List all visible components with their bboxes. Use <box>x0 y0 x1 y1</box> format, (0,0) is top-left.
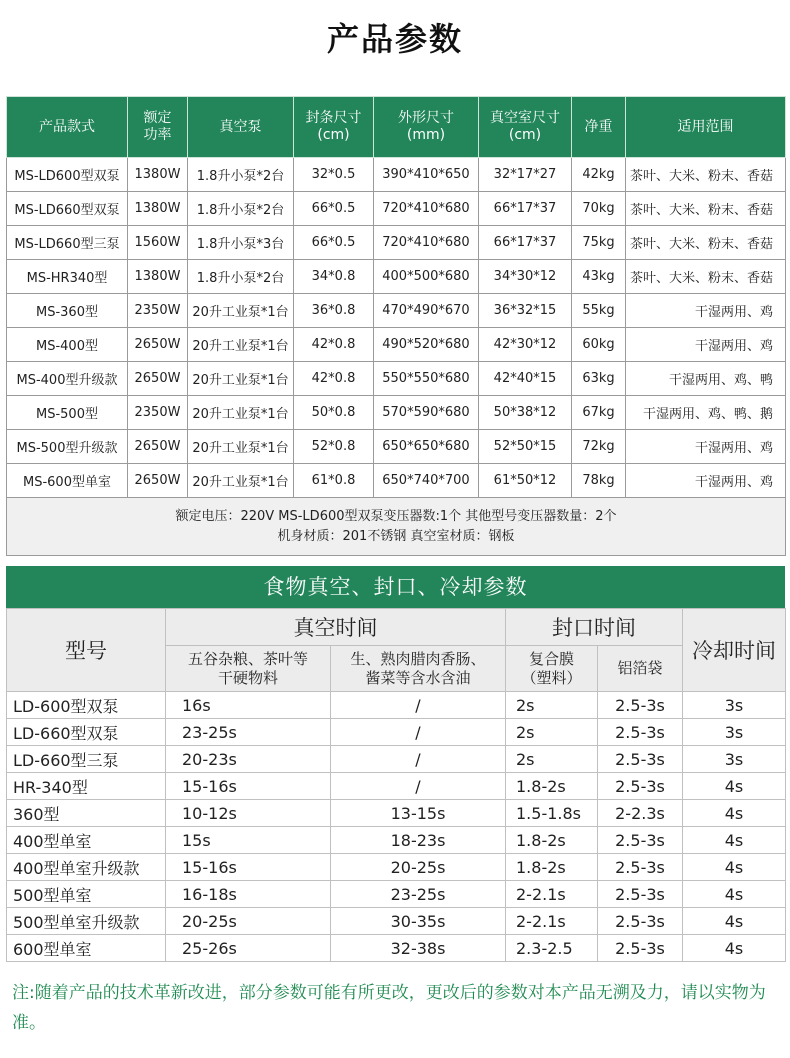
spec-cell-model: MS-500型 <box>7 396 128 430</box>
spec-row <box>7 328 786 362</box>
header-seal-size: 封条尺寸 (cm) <box>294 97 374 158</box>
spec-row <box>7 396 786 430</box>
spec-cell-seal-size: 50*0.8 <box>294 396 374 430</box>
time-cell-vacuum-dry: 16s <box>166 692 331 719</box>
spec-cell-pump: 1.8升小泵*3台 <box>188 226 294 260</box>
spec-row <box>7 158 786 192</box>
spec-cell-seal-size: 66*0.5 <box>294 226 374 260</box>
time-cell-vacuum-dry: 15-16s <box>166 854 331 881</box>
time-cell-seal-film: 1.8-2s <box>506 773 598 800</box>
time-cell-model: 360型 <box>7 800 166 827</box>
spec-row <box>7 294 786 328</box>
spec-cell-model: MS-400型 <box>7 328 128 362</box>
time-cell-vacuum-dry: 23-25s <box>166 719 331 746</box>
time-row <box>7 746 786 773</box>
spec-cell-seal-size: 34*0.8 <box>294 260 374 294</box>
time-cell-vacuum-wet: / <box>331 773 506 800</box>
time-cell-vacuum-dry: 20-23s <box>166 746 331 773</box>
spec-footer <box>7 498 786 556</box>
header-pump: 真空泵 <box>188 97 294 158</box>
time-cell-vacuum-dry: 15-16s <box>166 773 331 800</box>
spec-cell-pump: 1.8升小泵*2台 <box>188 260 294 294</box>
time-cell-cool: 3s <box>683 719 786 746</box>
time-cell-vacuum-wet: / <box>331 692 506 719</box>
header-model-type: 型号 <box>7 609 166 692</box>
spec-cell-seal-size: 52*0.8 <box>294 430 374 464</box>
header-weight: 净重 <box>572 97 626 158</box>
spec-cell-model: MS-HR340型 <box>7 260 128 294</box>
spec-row <box>7 362 786 396</box>
time-cell-model: 500型单室 <box>7 881 166 908</box>
spec-cell-chamber-size: 66*17*37 <box>479 226 572 260</box>
spec-footer-line1: 额定电压：220V MS-LD600型双泵变压器数:1个 其他型号变压器数量：2个 <box>175 508 617 524</box>
time-cell-seal-film: 1.8-2s <box>506 854 598 881</box>
spec-cell-power: 2350W <box>128 396 188 430</box>
spec-cell-weight: 75kg <box>572 226 626 260</box>
time-row <box>7 935 786 962</box>
spec-cell-weight: 67kg <box>572 396 626 430</box>
time-cell-model: 400型单室升级款 <box>7 854 166 881</box>
time-row <box>7 719 786 746</box>
time-row <box>7 773 786 800</box>
spec-cell-chamber-size: 52*50*15 <box>479 430 572 464</box>
spec-cell-usage: 茶叶、大米、粉末、香菇 <box>626 226 786 260</box>
spec-cell-outer-size: 550*550*680 <box>374 362 479 396</box>
time-row <box>7 854 786 881</box>
time-cell-seal-film: 2.3-2.5 <box>506 935 598 962</box>
header-cool-time: 冷却时间 <box>683 609 786 692</box>
spec-cell-chamber-size: 42*30*12 <box>479 328 572 362</box>
time-cell-cool: 4s <box>683 908 786 935</box>
spec-footer-cell <box>7 498 786 556</box>
time-cell-vacuum-wet: 20-25s <box>331 854 506 881</box>
header-seal-time: 封口时间 <box>506 609 683 646</box>
header-composite-film <box>506 646 598 692</box>
time-cell-model: 400型单室 <box>7 827 166 854</box>
header-chamber-size: 真空室尺寸 (cm) <box>479 97 572 158</box>
spec-cell-outer-size: 490*520*680 <box>374 328 479 362</box>
time-cell-seal-foil: 2.5-3s <box>598 692 683 719</box>
time-cell-seal-film: 2-2.1s <box>506 881 598 908</box>
spec-cell-pump: 1.8升小泵*2台 <box>188 192 294 226</box>
spec-row <box>7 192 786 226</box>
header-power: 额定 功率 <box>128 97 188 158</box>
time-cell-seal-foil: 2.5-3s <box>598 746 683 773</box>
spec-cell-seal-size: 32*0.5 <box>294 158 374 192</box>
spec-cell-model: MS-400型升级款 <box>7 362 128 396</box>
time-table <box>6 608 786 962</box>
spec-cell-seal-size: 42*0.8 <box>294 362 374 396</box>
time-cell-cool: 4s <box>683 854 786 881</box>
spec-cell-outer-size: 650*650*680 <box>374 430 479 464</box>
spec-cell-chamber-size: 36*32*15 <box>479 294 572 328</box>
time-row <box>7 827 786 854</box>
time-row <box>7 692 786 719</box>
spec-cell-weight: 78kg <box>572 464 626 498</box>
spec-cell-seal-size: 42*0.8 <box>294 328 374 362</box>
time-cell-vacuum-wet: 23-25s <box>331 881 506 908</box>
spec-cell-power: 2650W <box>128 430 188 464</box>
spec-row <box>7 464 786 498</box>
time-cell-seal-foil: 2.5-3s <box>598 881 683 908</box>
time-cell-seal-film: 2s <box>506 692 598 719</box>
spec-cell-usage: 茶叶、大米、粉末、香菇 <box>626 158 786 192</box>
spec-cell-usage: 干湿两用、鸡 <box>626 294 786 328</box>
sub-header-line: （塑料） <box>521 668 582 687</box>
spec-cell-weight: 43kg <box>572 260 626 294</box>
page-title: 产品参数 <box>326 20 463 58</box>
time-cell-seal-foil: 2.5-3s <box>598 773 683 800</box>
time-cell-vacuum-dry: 10-12s <box>166 800 331 827</box>
spec-cell-pump: 1.8升小泵*2台 <box>188 158 294 192</box>
spec-cell-weight: 55kg <box>572 294 626 328</box>
time-cell-model: 600型单室 <box>7 935 166 962</box>
spec-cell-power: 2650W <box>128 362 188 396</box>
spec-cell-model: MS-LD660型双泵 <box>7 192 128 226</box>
spec-table <box>6 96 786 556</box>
spec-cell-seal-size: 66*0.5 <box>294 192 374 226</box>
spec-cell-model: MS-500型升级款 <box>7 430 128 464</box>
spec-header-row <box>7 97 786 158</box>
time-cell-cool: 3s <box>683 692 786 719</box>
spec-cell-chamber-size: 42*40*15 <box>479 362 572 396</box>
spec-cell-model: MS-360型 <box>7 294 128 328</box>
time-cell-seal-foil: 2-2.3s <box>598 800 683 827</box>
time-row <box>7 800 786 827</box>
disclaimer-note: 注:随着产品的技术革新改进，部分参数可能有所更改，更改后的参数对本产品无溯及力，请以实物为准。 <box>12 983 766 1033</box>
time-cell-model: LD-600型双泵 <box>7 692 166 719</box>
spec-cell-outer-size: 570*590*680 <box>374 396 479 430</box>
time-cell-seal-foil: 2.5-3s <box>598 908 683 935</box>
time-cell-vacuum-wet: / <box>331 746 506 773</box>
spec-cell-weight: 70kg <box>572 192 626 226</box>
time-cell-model: LD-660型双泵 <box>7 719 166 746</box>
spec-cell-power: 2650W <box>128 464 188 498</box>
spec-cell-chamber-size: 61*50*12 <box>479 464 572 498</box>
time-cell-cool: 4s <box>683 827 786 854</box>
spec-cell-weight: 42kg <box>572 158 626 192</box>
spec-cell-power: 2650W <box>128 328 188 362</box>
sub-header-line: 五谷杂粮、茶叶等 <box>187 649 308 668</box>
spec-cell-seal-size: 61*0.8 <box>294 464 374 498</box>
time-cell-seal-film: 1.8-2s <box>506 827 598 854</box>
spec-cell-outer-size: 650*740*700 <box>374 464 479 498</box>
spec-cell-pump: 20升工业泵*1台 <box>188 328 294 362</box>
time-cell-cool: 4s <box>683 773 786 800</box>
spec-cell-usage: 茶叶、大米、粉末、香菇 <box>626 192 786 226</box>
spec-cell-pump: 20升工业泵*1台 <box>188 396 294 430</box>
time-cell-seal-film: 2s <box>506 746 598 773</box>
spec-cell-model: MS-LD660型三泵 <box>7 226 128 260</box>
spec-cell-outer-size: 400*500*680 <box>374 260 479 294</box>
spec-cell-pump: 20升工业泵*1台 <box>188 362 294 396</box>
spec-cell-chamber-size: 34*30*12 <box>479 260 572 294</box>
spec-cell-usage: 干湿两用、鸡 <box>626 328 786 362</box>
time-cell-vacuum-wet: 13-15s <box>331 800 506 827</box>
header-outer-size: 外形尺寸 (mm) <box>374 97 479 158</box>
header-wet-goods <box>331 646 506 692</box>
time-header-row-1 <box>7 609 786 646</box>
sub-header-line: 生、熟肉腊肉香肠、 <box>350 649 486 668</box>
spec-cell-model: MS-600型单室 <box>7 464 128 498</box>
time-cell-cool: 4s <box>683 935 786 962</box>
time-cell-vacuum-wet: 30-35s <box>331 908 506 935</box>
spec-cell-power: 2350W <box>128 294 188 328</box>
time-cell-seal-film: 1.5-1.8s <box>506 800 598 827</box>
time-cell-vacuum-dry: 25-26s <box>166 935 331 962</box>
time-cell-vacuum-dry: 15s <box>166 827 331 854</box>
spec-footer-line2: 机身材质：201不锈钢 真空室材质：钢板 <box>277 528 515 544</box>
time-cell-cool: 3s <box>683 746 786 773</box>
time-table-banner: 食物真空、封口、冷却参数 <box>6 566 785 608</box>
spec-cell-outer-size: 390*410*650 <box>374 158 479 192</box>
time-cell-vacuum-wet: / <box>331 719 506 746</box>
time-cell-vacuum-wet: 18-23s <box>331 827 506 854</box>
spec-cell-usage: 干湿两用、鸡 <box>626 464 786 498</box>
spec-cell-pump: 20升工业泵*1台 <box>188 464 294 498</box>
time-cell-seal-foil: 2.5-3s <box>598 827 683 854</box>
time-row <box>7 908 786 935</box>
time-cell-model: 500型单室升级款 <box>7 908 166 935</box>
time-cell-vacuum-dry: 20-25s <box>166 908 331 935</box>
spec-cell-outer-size: 720*410*680 <box>374 192 479 226</box>
spec-row <box>7 226 786 260</box>
spec-row <box>7 260 786 294</box>
header-vacuum-time: 真空时间 <box>166 609 506 646</box>
spec-cell-power: 1560W <box>128 226 188 260</box>
header-usage: 适用范围 <box>626 97 786 158</box>
spec-cell-pump: 20升工业泵*1台 <box>188 430 294 464</box>
spec-cell-outer-size: 470*490*670 <box>374 294 479 328</box>
spec-cell-usage: 干湿两用、鸡、鸭、鹅 <box>626 396 786 430</box>
time-cell-model: HR-340型 <box>7 773 166 800</box>
spec-cell-chamber-size: 66*17*37 <box>479 192 572 226</box>
spec-cell-outer-size: 720*410*680 <box>374 226 479 260</box>
time-cell-model: LD-660型三泵 <box>7 746 166 773</box>
spec-cell-power: 1380W <box>128 192 188 226</box>
spec-cell-pump: 20升工业泵*1台 <box>188 294 294 328</box>
sub-header-line: 复合膜 <box>528 649 574 668</box>
sub-header-line: 酱菜等含水含油 <box>365 668 471 687</box>
time-cell-seal-foil: 2.5-3s <box>598 719 683 746</box>
spec-cell-power: 1380W <box>128 158 188 192</box>
spec-cell-usage: 干湿两用、鸡 <box>626 430 786 464</box>
time-cell-vacuum-dry: 16-18s <box>166 881 331 908</box>
time-cell-seal-film: 2s <box>506 719 598 746</box>
sub-header-line: 干硬物料 <box>217 668 278 687</box>
spec-cell-weight: 72kg <box>572 430 626 464</box>
spec-cell-power: 1380W <box>128 260 188 294</box>
header-dry-goods <box>166 646 331 692</box>
time-cell-cool: 4s <box>683 800 786 827</box>
spec-cell-weight: 63kg <box>572 362 626 396</box>
time-cell-seal-foil: 2.5-3s <box>598 854 683 881</box>
header-model: 产品款式 <box>7 97 128 158</box>
spec-cell-chamber-size: 32*17*27 <box>479 158 572 192</box>
spec-cell-weight: 60kg <box>572 328 626 362</box>
spec-cell-chamber-size: 50*38*12 <box>479 396 572 430</box>
time-cell-vacuum-wet: 32-38s <box>331 935 506 962</box>
time-cell-seal-film: 2-2.1s <box>506 908 598 935</box>
spec-cell-seal-size: 36*0.8 <box>294 294 374 328</box>
spec-cell-model: MS-LD600型双泵 <box>7 158 128 192</box>
time-row <box>7 881 786 908</box>
header-foil-bag <box>598 646 683 692</box>
spec-cell-usage: 干湿两用、鸡、鸭 <box>626 362 786 396</box>
time-cell-seal-foil: 2.5-3s <box>598 935 683 962</box>
time-cell-cool: 4s <box>683 881 786 908</box>
spec-row <box>7 430 786 464</box>
spec-cell-usage: 茶叶、大米、粉末、香菇 <box>626 260 786 294</box>
sub-header-line: 铝箔袋 <box>617 659 663 677</box>
